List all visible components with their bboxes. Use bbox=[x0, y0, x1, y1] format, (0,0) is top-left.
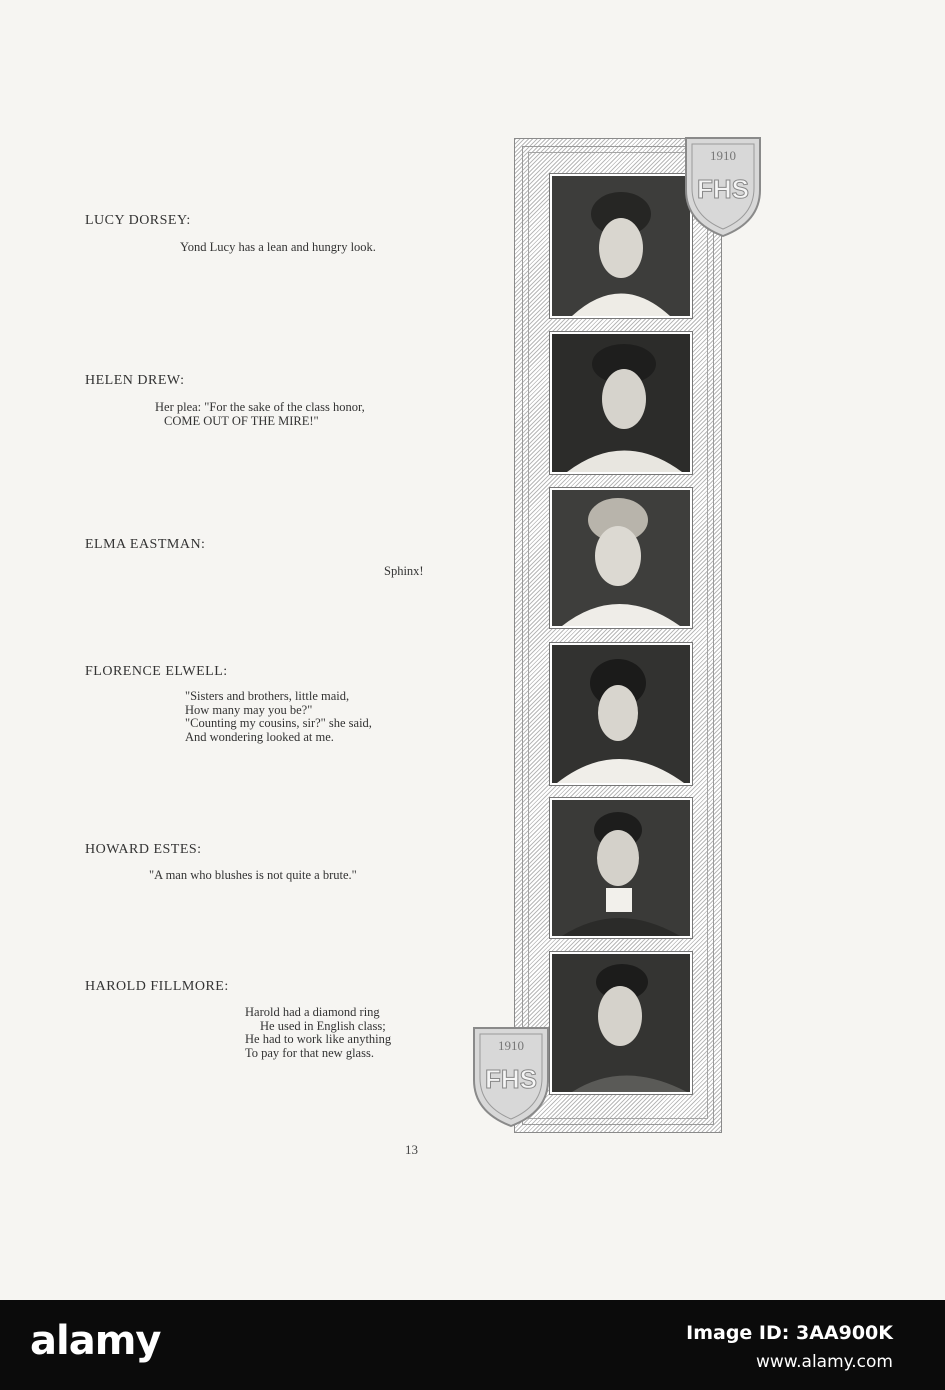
verse-line: And wondering looked at me. bbox=[185, 729, 334, 744]
portrait-photo-helen-drew bbox=[550, 332, 692, 474]
verse-line: To pay for that new glass. bbox=[245, 1045, 374, 1060]
verse-line: Sphinx! bbox=[384, 564, 424, 578]
entry-name-elma-eastman: ELMA EASTMAN: bbox=[85, 537, 206, 552]
verse-line: "Counting my cousins, sir?" she said, bbox=[185, 716, 372, 730]
verse-line: Harold had a diamond ring bbox=[245, 1005, 380, 1019]
watermark-image-id: Image ID: 3AA900K bbox=[686, 1322, 893, 1344]
portrait-photo-elma-eastman bbox=[550, 488, 692, 628]
portrait-photo-harold-fillmore bbox=[550, 952, 692, 1094]
entry-name-florence-elwell: FLORENCE ELWELL: bbox=[85, 664, 228, 679]
crest-emblem-bottom bbox=[470, 1020, 552, 1130]
entry-name-lucy-dorsey: LUCY DORSEY: bbox=[85, 213, 191, 228]
entry-name-harold-fillmore: HAROLD FILLMORE: bbox=[85, 979, 229, 994]
entry-verse-helen-drew bbox=[155, 401, 365, 428]
entry-verse-howard-estes bbox=[149, 869, 357, 883]
crest-year: 1910 bbox=[710, 148, 736, 163]
crest-year: 1910 bbox=[498, 1038, 524, 1053]
portrait-photo-howard-estes bbox=[550, 798, 692, 938]
page-number: 13 bbox=[405, 1142, 418, 1157]
verse-line: He had to work like anything bbox=[245, 1032, 392, 1046]
verse-line: He used in English class; bbox=[260, 1018, 386, 1033]
entry-name-helen-drew: HELEN DREW: bbox=[85, 373, 185, 388]
watermark-site: www.alamy.com bbox=[755, 1352, 893, 1372]
entry-verse-elma-eastman bbox=[384, 565, 424, 579]
crest-letters: FHS bbox=[697, 174, 749, 204]
watermark-logo: alamy bbox=[30, 1318, 161, 1364]
portrait-strip bbox=[514, 138, 722, 1133]
watermark-bar bbox=[0, 1300, 945, 1390]
verse-line: "A man who blushes is not quite a brute." bbox=[149, 868, 357, 882]
verse-line: COME OUT OF THE MIRE!" bbox=[164, 413, 319, 428]
entry-verse-florence-elwell bbox=[185, 690, 372, 744]
portrait-photo-florence-elwell bbox=[550, 643, 692, 785]
verse-line: "Sisters and brothers, little maid, bbox=[185, 689, 350, 703]
verse-line: Yond Lucy has a lean and hungry look. bbox=[180, 240, 376, 254]
verse-line: How many may you be?" bbox=[185, 702, 313, 717]
verse-line: Her plea: "For the sake of the class honor, bbox=[155, 400, 365, 414]
entry-verse-harold-fillmore bbox=[245, 1006, 391, 1060]
crest-letters: FHS bbox=[485, 1064, 537, 1094]
entry-name-howard-estes: HOWARD ESTES: bbox=[85, 842, 202, 857]
portrait-photo-lucy-dorsey bbox=[550, 174, 692, 318]
crest-emblem-top bbox=[682, 130, 764, 240]
entry-verse-lucy-dorsey bbox=[180, 241, 376, 255]
